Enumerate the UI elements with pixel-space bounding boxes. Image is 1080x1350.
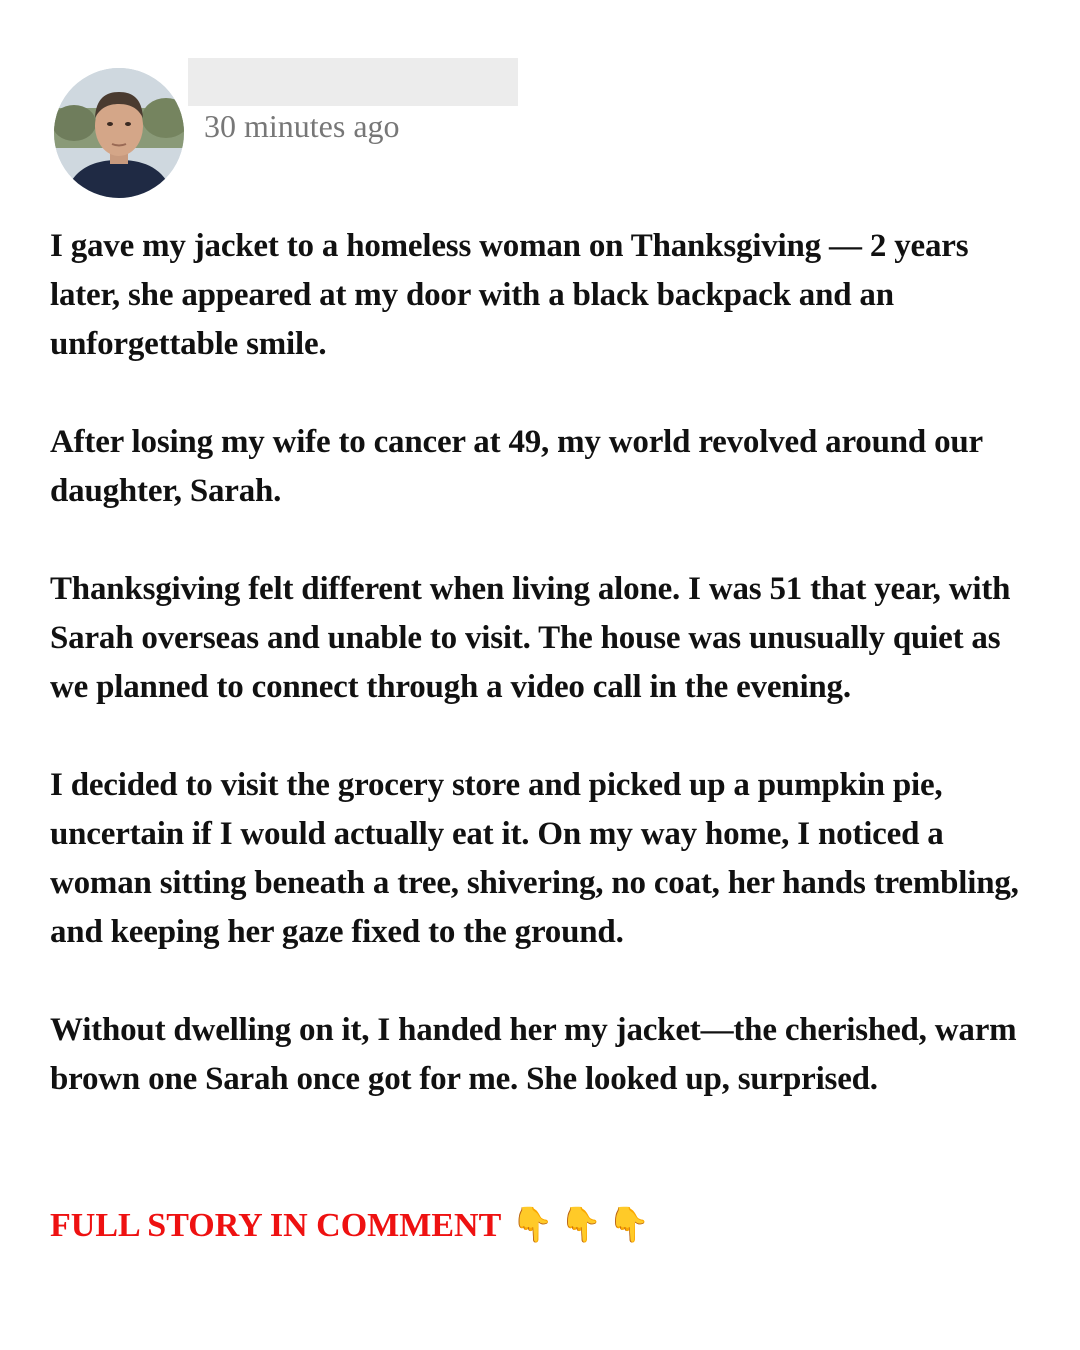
post-paragraph: After losing my wife to cancer at 49, my world revolved around our daughter, Sarah. xyxy=(50,424,983,509)
pointing-down-icon: 👇👇👇 xyxy=(511,1207,657,1244)
post-paragraph: I decided to visit the grocery store and picked up a pumpkin pie, uncertain if I would actually eat it. On my way home, I noticed a woman sitting beneath a tree, shivering, no coat, her hands trembling, and keeping her gaze fixed to the ground. xyxy=(50,767,1019,950)
cta-label: FULL STORY IN COMMENT xyxy=(50,1207,502,1244)
post-body xyxy=(50,222,1040,1153)
post-paragraph: Thanksgiving felt different when living alone. I was 51 that year, with Sarah overseas and unable to visit. The house was unusually quiet as we planned to connect through a video call in the evening. xyxy=(50,571,1011,705)
post-timestamp[interactable]: 30 minutes ago xyxy=(204,108,400,144)
avatar[interactable] xyxy=(54,68,184,198)
post-paragraph-title: I gave my jacket to a homeless woman on Thanksgiving — 2 years later, she appeared at my door with a black backpack and an unforgettable smile. xyxy=(50,228,969,362)
author-name-redacted xyxy=(188,58,518,106)
post-header xyxy=(54,58,1034,198)
full-story-cta xyxy=(50,1198,656,1254)
avatar-photo xyxy=(54,68,184,198)
post-paragraph: Without dwelling on it, I handed her my jacket—the cherished, warm brown one Sarah once got for me. She looked up, surprised. xyxy=(50,1012,1017,1097)
